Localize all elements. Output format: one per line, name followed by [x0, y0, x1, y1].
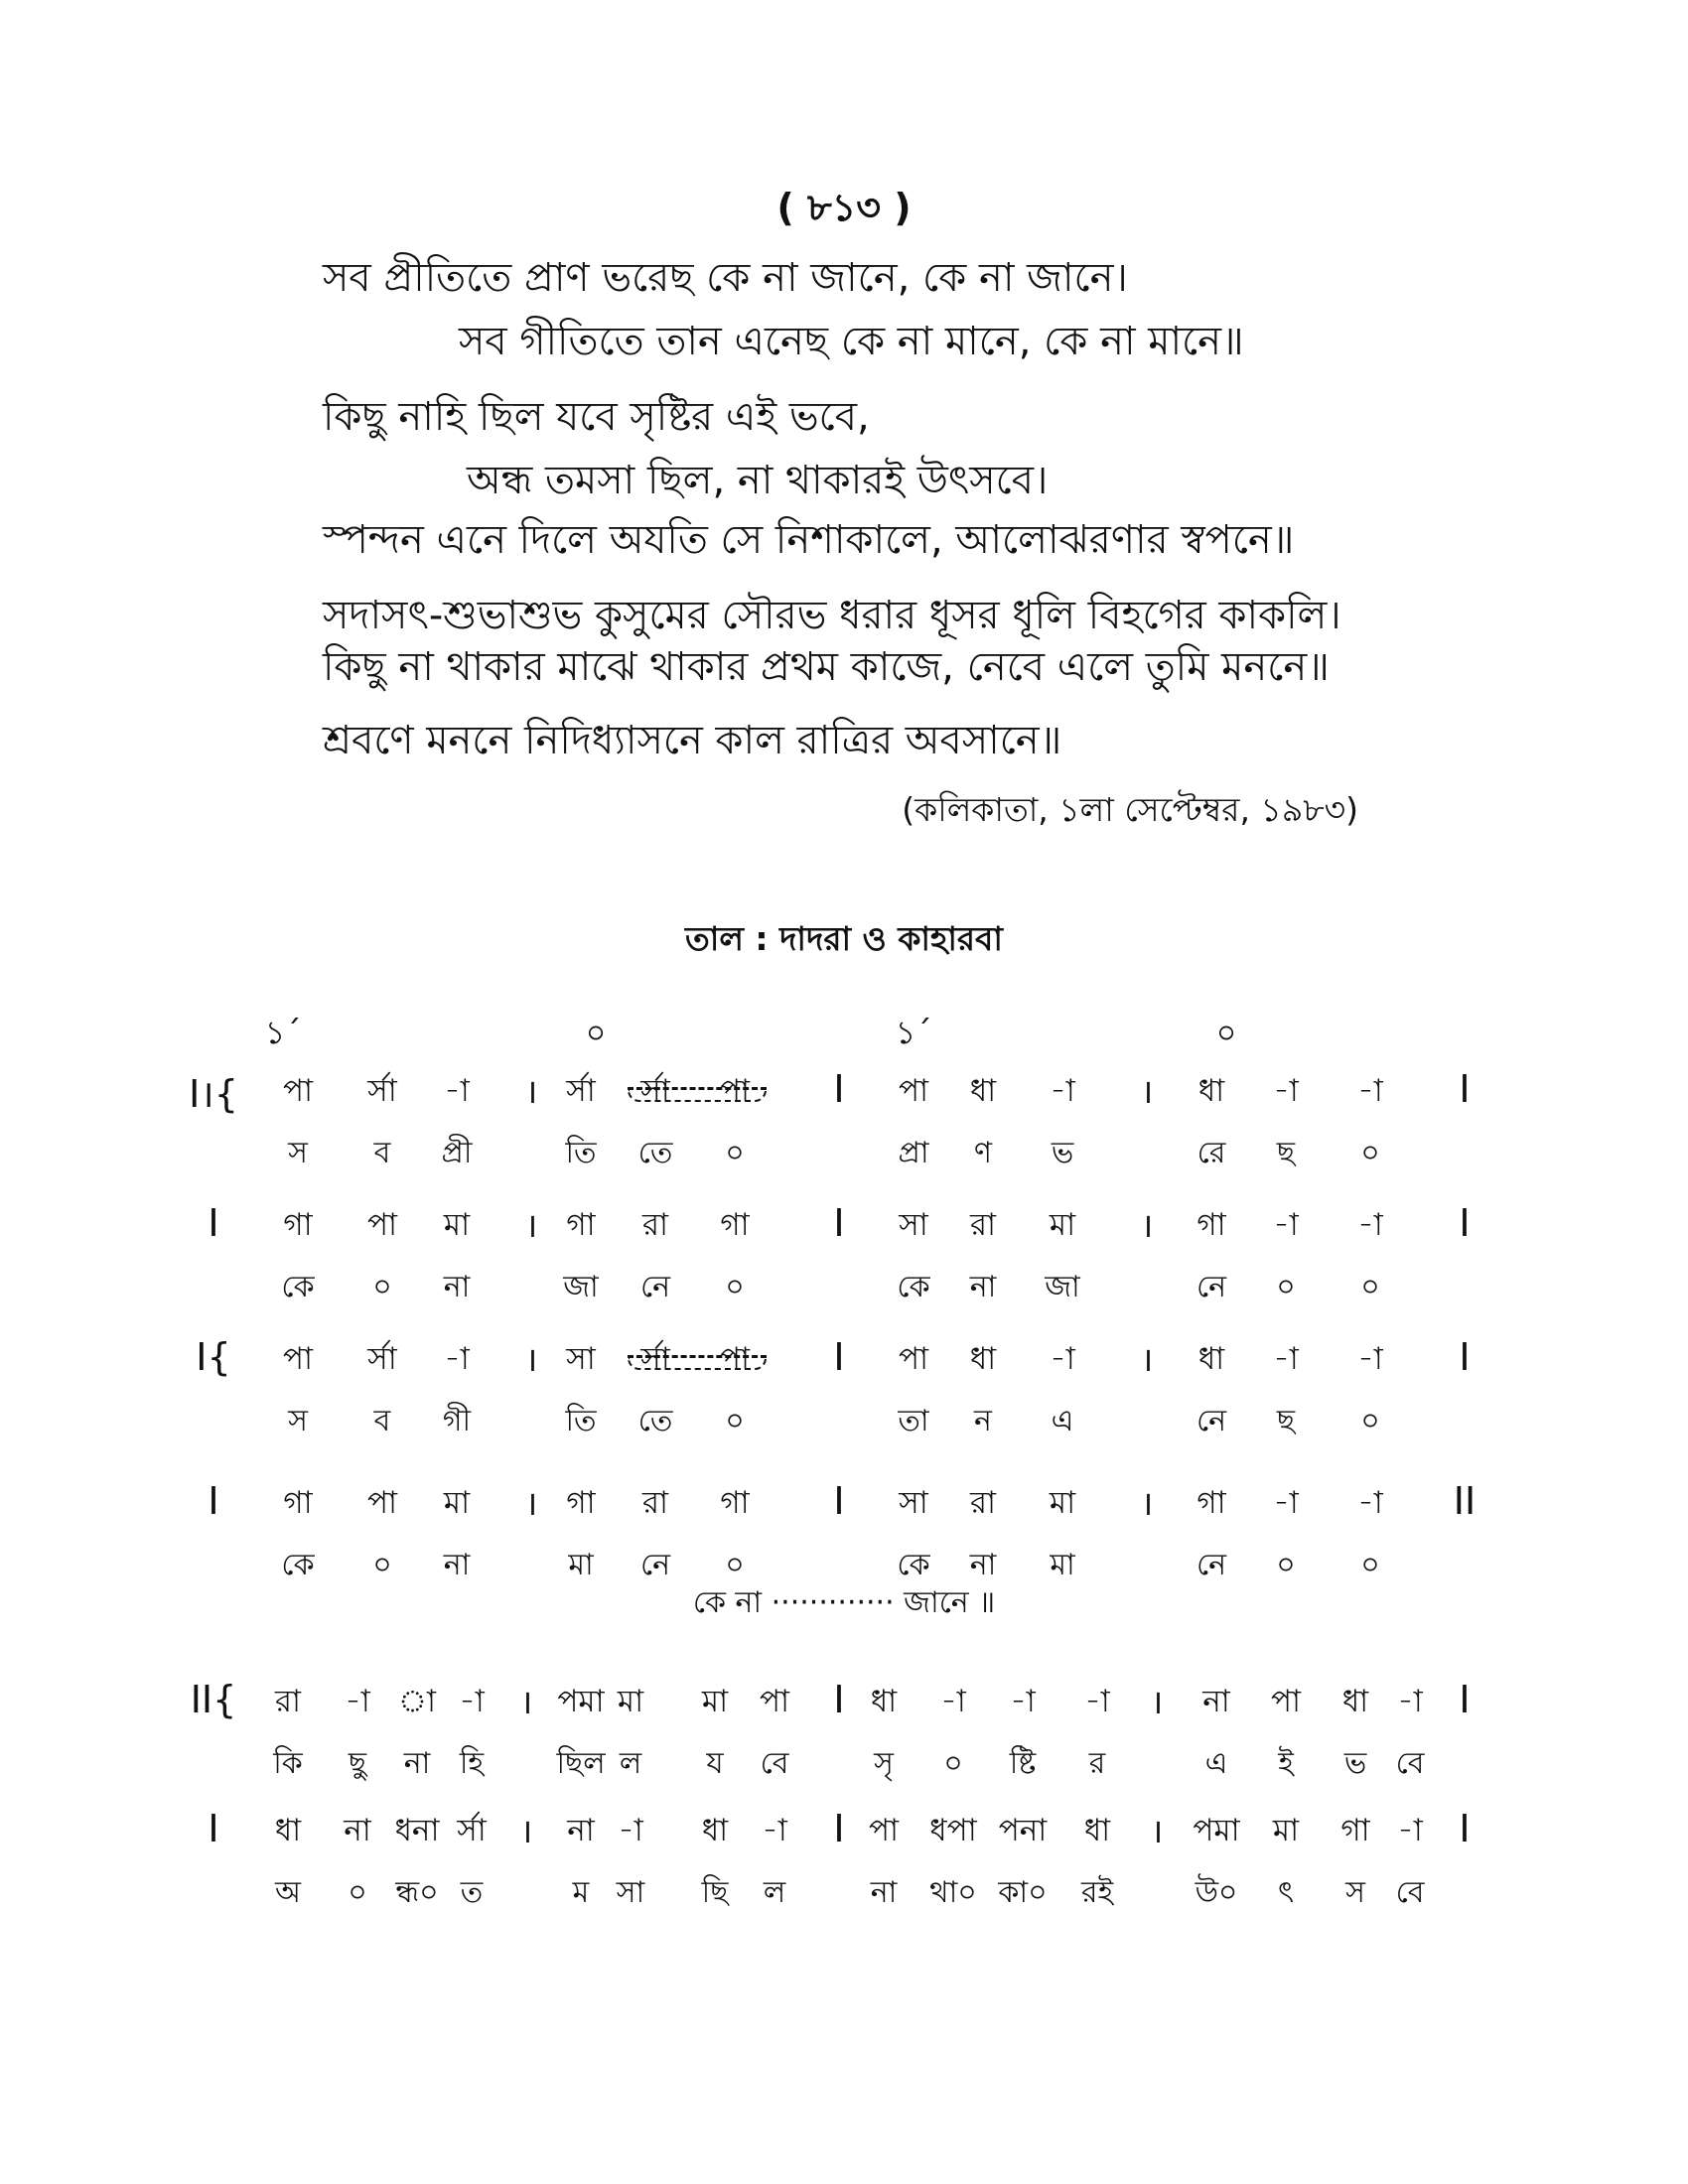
lyric-line-6: সদাসৎ-শুভাশুভ কুসুমের সৌরভ ধরার ধূসর ধূলি বিহগের কাকলি।: [323, 593, 1341, 638]
lyric-syllable: ০: [372, 1270, 392, 1304]
swar-note: পা: [898, 1341, 929, 1377]
swar-note: ধা: [1197, 1073, 1225, 1109]
swar-note: না: [1202, 1684, 1230, 1719]
row-end-mark: I: [1459, 1335, 1471, 1379]
lyric-syllable: ০: [725, 1136, 745, 1170]
swar-note: ধপা: [929, 1813, 977, 1848]
swar-note: র্সা: [367, 1073, 397, 1109]
song-number: ( ৮১৩ ): [776, 186, 912, 229]
swar-note: গা: [283, 1485, 313, 1521]
swar-note: -া: [1357, 1485, 1383, 1521]
lyric-syllable: নে: [1196, 1548, 1227, 1582]
lyric-syllable: তি: [565, 1136, 597, 1170]
lyric-syllable: ৎ: [1277, 1875, 1295, 1910]
lyric-syllable: অ: [275, 1875, 301, 1910]
lyric-syllable: উ০: [1195, 1875, 1238, 1910]
swar-note: -া: [618, 1813, 643, 1848]
lyric-syllable: না: [870, 1875, 898, 1910]
lyric-line-3: কিছু নাহি ছিল যবে সৃষ্টির এই ভবে,: [323, 394, 870, 440]
swar-note: পা: [719, 1341, 751, 1377]
swar-note: গা: [720, 1485, 750, 1521]
lyric-syllable: ০: [1276, 1270, 1296, 1304]
lyric-syllable: ছু: [348, 1746, 367, 1781]
lyric-syllable: নে: [639, 1270, 671, 1304]
lyric-syllable: ত: [460, 1875, 484, 1910]
lyric-syllable: মা: [1050, 1548, 1075, 1582]
lyric-syllable: ভ: [1343, 1746, 1367, 1781]
swar-note: -া: [459, 1684, 485, 1719]
row-end-mark: II: [1453, 1479, 1477, 1523]
swar-note: মা: [1049, 1207, 1076, 1243]
swar-note: -া: [1397, 1684, 1423, 1719]
bar-line: ।: [1140, 1484, 1154, 1524]
bar-line: ।: [1150, 1683, 1164, 1722]
lyric-syllable: ন্ধ০: [395, 1875, 439, 1910]
swar-note: র্সা: [457, 1813, 487, 1848]
swar-note: গা: [1196, 1485, 1226, 1521]
bar-line: ।: [524, 1484, 538, 1524]
lyric-syllable: ০: [1360, 1548, 1380, 1582]
lyric-syllable: কে: [281, 1548, 315, 1582]
slur-mark: [628, 1087, 767, 1102]
swar-note: রা: [641, 1207, 669, 1243]
lyric-syllable: ছ: [1276, 1136, 1296, 1170]
tala-heading: তাল : দাদরা ও কাহারবা: [685, 919, 1003, 958]
swar-note: -া: [444, 1073, 470, 1109]
lyric-syllable: ছ: [1276, 1404, 1296, 1438]
swar-note: পা: [366, 1485, 398, 1521]
lyric-syllable: ছি: [701, 1875, 729, 1910]
swar-note: ধা: [1341, 1684, 1369, 1719]
lyric-line-4: অন্ধ তমসা ছিল, না থাকারই উৎসবে।: [467, 458, 1049, 503]
lyric-syllable: ০: [1360, 1136, 1380, 1170]
swar-note: ধনা: [394, 1813, 440, 1848]
swar-note: া: [397, 1684, 436, 1719]
swar-note: -া: [1050, 1073, 1075, 1109]
bar-line: I: [833, 1201, 845, 1245]
row-start-mark: I{: [196, 1335, 231, 1379]
swar-note: -া: [762, 1813, 787, 1848]
swar-note: -া: [444, 1341, 470, 1377]
swar-note: মা: [443, 1207, 471, 1243]
swar-note: পা: [868, 1813, 900, 1848]
swar-note: গা: [720, 1207, 750, 1243]
bar-line: ।: [1150, 1812, 1164, 1851]
lyric-syllable: না: [969, 1270, 997, 1304]
lyric-syllable: গী: [442, 1404, 472, 1438]
lyric-line-5: স্পন্দন এনে দিলে অযতি সে নিশাকালে, আলোঝরণার স্বপনে॥: [323, 517, 1295, 563]
swar-note: মা: [617, 1684, 644, 1719]
lyric-syllable: স: [1345, 1875, 1365, 1910]
lyric-syllable: ছিল: [556, 1746, 606, 1781]
row-start-mark: I: [208, 1479, 219, 1523]
swar-note: -া: [1273, 1207, 1299, 1243]
lyric-syllable: র: [1088, 1746, 1106, 1781]
bar-line: I: [833, 1807, 845, 1850]
swar-note: ধা: [969, 1073, 997, 1109]
lyric-syllable: রই: [1080, 1875, 1114, 1910]
swar-note: না: [344, 1813, 371, 1848]
bar-line: ।: [519, 1683, 533, 1722]
swar-note: ধা: [870, 1684, 898, 1719]
swar-note: পনা: [998, 1813, 1048, 1848]
swar-note: পা: [282, 1073, 314, 1109]
lyric-syllable: এ: [1051, 1404, 1074, 1438]
swar-note: মা: [1049, 1485, 1076, 1521]
swar-note: -া: [940, 1684, 966, 1719]
lyric-syllable: ণ: [973, 1136, 993, 1170]
lyric-line-2: সব গীতিতে তান এনেছ কে না মানে, কে না মানে॥: [459, 319, 1244, 364]
lyric-syllable: সৃ: [874, 1746, 894, 1781]
swar-note: গা: [1340, 1813, 1370, 1848]
bar-line: ।: [524, 1206, 538, 1246]
swar-note: পা: [719, 1073, 751, 1109]
row-end-mark: I: [1459, 1201, 1471, 1245]
swar-note: পা: [898, 1073, 929, 1109]
bar-line: I: [833, 1335, 845, 1379]
lyric-syllable: ০: [943, 1746, 963, 1781]
lyric-syllable: বে: [1395, 1875, 1425, 1910]
lyric-syllable: কা০: [998, 1875, 1048, 1910]
row-start-mark: I: [208, 1201, 219, 1245]
row-end-mark: I: [1459, 1678, 1471, 1721]
lyric-syllable: সা: [616, 1875, 645, 1910]
kena-line: কে না ············· জানে ॥: [692, 1585, 996, 1620]
swar-note: -া: [1010, 1684, 1036, 1719]
bar-line: I: [833, 1479, 845, 1523]
lyric-syllable: ল: [619, 1746, 642, 1781]
swar-note: -া: [1357, 1073, 1383, 1109]
lyric-syllable: ই: [1278, 1746, 1294, 1781]
swar-note: মা: [701, 1684, 729, 1719]
lyric-syllable: ব: [373, 1136, 391, 1170]
swar-note: পা: [366, 1207, 398, 1243]
lyric-syllable: কে: [897, 1548, 930, 1582]
swar-note: রা: [969, 1485, 997, 1521]
bar-line: I: [833, 1678, 845, 1721]
swar-note: রা: [641, 1485, 669, 1521]
swar-note: রা: [969, 1207, 997, 1243]
swar-note: র্সা: [640, 1073, 670, 1109]
lyric-syllable: না: [443, 1270, 471, 1304]
swar-note: না: [567, 1813, 595, 1848]
lyric-syllable: কে: [897, 1270, 930, 1304]
beat-mark: ০: [1215, 1014, 1237, 1051]
lyric-syllable: জা: [563, 1270, 599, 1304]
lyric-syllable: ০: [725, 1404, 745, 1438]
lyric-syllable: বে: [1395, 1746, 1425, 1781]
lyric-syllable: ব: [373, 1404, 391, 1438]
swar-note: র্সা: [640, 1341, 670, 1377]
bar-line: ।: [519, 1812, 533, 1851]
lyric-syllable: কে: [281, 1270, 315, 1304]
lyric-syllable: স: [288, 1404, 308, 1438]
lyric-syllable: প্রী: [441, 1136, 473, 1170]
lyric-syllable: ০: [348, 1875, 367, 1910]
lyric-syllable: মা: [568, 1548, 594, 1582]
lyric-syllable: ল: [763, 1875, 786, 1910]
swar-note: পমা: [1193, 1813, 1240, 1848]
swar-note: গা: [566, 1485, 596, 1521]
beat-mark: ১´: [895, 1014, 932, 1051]
lyric-syllable: ০: [372, 1548, 392, 1582]
lyric-line-8: শ্রবণে মননে নিদিধ্যাসনে কাল রাত্রির অবসানে॥: [323, 718, 1062, 763]
swar-note: ধা: [274, 1813, 302, 1848]
swar-note: মা: [1272, 1813, 1300, 1848]
lyric-syllable: জা: [1045, 1270, 1080, 1304]
swar-note: র্সা: [566, 1073, 596, 1109]
lyric-syllable: না: [443, 1548, 471, 1582]
lyric-syllable: স: [288, 1136, 308, 1170]
lyric-syllable: ০: [725, 1270, 745, 1304]
lyric-syllable: ভ: [1051, 1136, 1074, 1170]
lyric-syllable: তি: [565, 1404, 597, 1438]
place-date: (কলিকাতা, ১লা সেপ্টেম্বর, ১৯৮৩): [902, 790, 1358, 829]
lyric-syllable: বে: [760, 1746, 789, 1781]
swar-note: পমা: [557, 1684, 605, 1719]
lyric-syllable: ০: [725, 1548, 745, 1582]
lyric-syllable: ০: [1276, 1548, 1296, 1582]
lyric-line-1: সব প্রীতিতে প্রাণ ভরেছ কে না জানে, কে না জানে।: [323, 255, 1128, 301]
lyric-syllable: প্রা: [898, 1136, 929, 1170]
swar-note: ধা: [1083, 1813, 1111, 1848]
swar-note: -া: [1273, 1485, 1299, 1521]
bar-line: I: [833, 1067, 845, 1111]
swar-note: রা: [274, 1684, 302, 1719]
lyric-syllable: তে: [637, 1404, 673, 1438]
lyric-syllable: নে: [639, 1548, 671, 1582]
lyric-syllable: তা: [898, 1404, 929, 1438]
lyric-syllable: কি: [273, 1746, 303, 1781]
bar-line: ।: [524, 1340, 538, 1380]
row-start-mark: I: [208, 1807, 219, 1850]
lyric-syllable: য: [706, 1746, 724, 1781]
bar-line: ।: [524, 1072, 538, 1112]
swar-note: পা: [759, 1684, 790, 1719]
lyric-syllable: ০: [1360, 1270, 1380, 1304]
lyric-syllable: ন: [974, 1404, 992, 1438]
lyric-syllable: নে: [1196, 1404, 1227, 1438]
lyric-syllable: থা০: [929, 1875, 977, 1910]
beat-mark: ১´: [264, 1014, 302, 1051]
swar-note: -া: [1050, 1341, 1075, 1377]
row-end-mark: I: [1459, 1067, 1471, 1111]
swar-note: ধা: [1197, 1341, 1225, 1377]
swar-note: -া: [1357, 1207, 1383, 1243]
swar-note: গা: [566, 1207, 596, 1243]
lyric-syllable: ম: [572, 1875, 590, 1910]
lyric-syllable: রে: [1196, 1136, 1226, 1170]
swar-note: ধা: [701, 1813, 729, 1848]
slur-mark: [628, 1355, 767, 1370]
row-end-mark: I: [1459, 1807, 1471, 1850]
swar-note: সা: [899, 1485, 928, 1521]
swar-note: ধা: [969, 1341, 997, 1377]
bar-line: ।: [1140, 1340, 1154, 1380]
swar-note: -া: [345, 1684, 370, 1719]
swar-note: গা: [1196, 1207, 1226, 1243]
lyric-syllable: তে: [637, 1136, 673, 1170]
row-start-mark: II{: [190, 1678, 237, 1721]
bar-line: ।: [1140, 1072, 1154, 1112]
lyric-syllable: হি: [459, 1746, 485, 1781]
lyric-syllable: এ: [1204, 1746, 1228, 1781]
lyric-line-7: কিছু না থাকার মাঝে থাকার প্রথম কাজে, নেবে এলে তুমি মননে॥: [323, 644, 1330, 690]
lyric-syllable: ষ্টি: [1009, 1746, 1037, 1781]
beat-mark: ০: [585, 1014, 607, 1051]
row-start-mark: I।{: [189, 1072, 238, 1116]
lyric-syllable: না: [969, 1548, 997, 1582]
lyric-syllable: না: [403, 1746, 431, 1781]
swar-note: মা: [443, 1485, 471, 1521]
swar-note: -া: [1273, 1073, 1299, 1109]
bar-line: ।: [1140, 1206, 1154, 1246]
swar-note: সা: [899, 1207, 928, 1243]
swar-note: -া: [1084, 1684, 1110, 1719]
lyric-syllable: নে: [1196, 1270, 1227, 1304]
swar-note: সা: [566, 1341, 596, 1377]
lyric-syllable: ০: [1360, 1404, 1380, 1438]
swar-note: গা: [283, 1207, 313, 1243]
swar-note: -া: [1273, 1341, 1299, 1377]
swar-note: পা: [1270, 1684, 1302, 1719]
swar-note: -া: [1397, 1813, 1423, 1848]
swar-note: -া: [1357, 1341, 1383, 1377]
swar-note: র্সা: [367, 1341, 397, 1377]
swar-note: পা: [282, 1341, 314, 1377]
